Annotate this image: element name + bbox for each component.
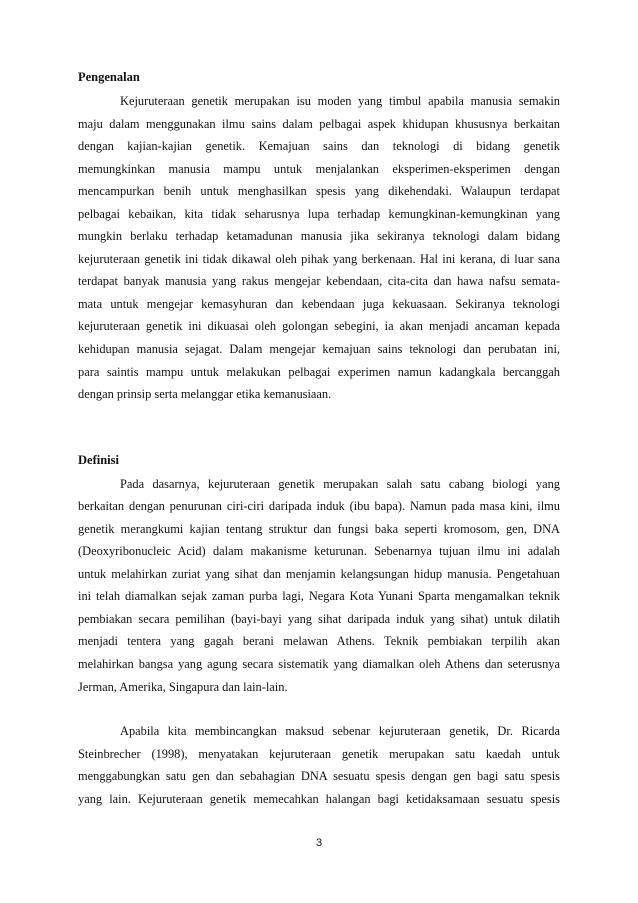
text-line: genetik merangkumi kajian tentang struktur dan fungsi baka seperti kromosom, gen, DNA (78, 521, 560, 536)
paragraph-definisi-1 (78, 473, 560, 698)
text-line: Steinbrecher (1998), menyatakan kejuruteraan genetik merupakan satu kaedah untuk (78, 746, 560, 761)
text-line: melahirkan bangsa yang agung secara sistematik yang diamalkan oleh Athens dan seterusnya (78, 657, 560, 672)
paragraph-spacer (78, 698, 560, 720)
text-line: maju dalam menggunakan ilmu sains dalam pelbagai aspek khidupan khususnya berkaitan (78, 116, 560, 131)
page-number: 3 (315, 837, 323, 849)
text-line: untuk melahirkan zuriat yang sihat dan menjamin kelangsungan hidup manusia. Pengetahuan (78, 566, 560, 581)
text-line: (Deoxyribonucleic Acid) dalam makanisme keturunan. Sebenarnya tujuan ilmu ini adalah (78, 544, 560, 559)
text-line: para saintis mampu untuk melakukan pelbagai experimen namun kadangkala bercanggah (78, 364, 560, 379)
text-line: menggabungkan satu gen dan sebahagian DNA sesuatu spesis dengan gen bagi satu spesis (78, 769, 560, 784)
text-line: mata untuk mengejar kemasyhuran dan kebendaan juga kekuasaan. Sekiranya teknologi (78, 296, 560, 311)
page-content (78, 66, 560, 810)
text-line: terdapat banyak manusia yang rakus mengejar kebendaan, cita-cita dan hawa nafsu semata- (78, 274, 560, 289)
text-line: kehidupan manusia sejagat. Dalam mengejar kemajuan sains teknologi dan perubatan ini, (78, 342, 560, 357)
section-heading-pengenalan: Pengenalan (78, 70, 140, 84)
paragraph-pengenalan (78, 90, 560, 406)
text-line: kejuruteraan genetik ini dikuasai oleh golongan sebegini, ia akan menjadi ancaman kepada (78, 319, 560, 334)
section-spacer (78, 406, 560, 449)
text-line: memungkinkan manusia mampu untuk menjalankan eksperimen-eksperimen dengan (78, 161, 560, 176)
text-line: mungkin berlaku terhadap ketamadunan manusia jika sekiranya teknologi dalam bidang (78, 229, 560, 244)
text-line: kejuruteraan genetik ini tidak dikawal oleh pihak yang berkenaan. Hal ini kerana, di luar sana (78, 251, 560, 266)
text-line: mencampurkan benih untuk menghasilkan spesis yang dikehendaki. Walaupun terdapat (78, 184, 560, 199)
text-line: berkaitan dengan penurunan ciri-ciri daripada induk (ibu bapa). Namun pada masa kini, ilmu (78, 499, 560, 514)
text-line: Pada dasarnya, kejuruteraan genetik merupakan salah satu cabang biologi yang (120, 476, 560, 491)
text-line: Apabila kita membincangkan maksud sebenar kejuruteraan genetik, Dr. Ricarda (120, 724, 560, 739)
text-line: dengan prinsip serta melanggar etika kemanusiaan. (78, 387, 332, 402)
text-line: pelbagai kebaikan, kita tidak seharusnya lupa terhadap kemungkinan-kemungkinan yang (78, 206, 560, 221)
paragraph-definisi-2 (78, 720, 560, 810)
text-line: dengan kajian-kajian genetik. Kemajuan sains dan teknologi di bidang genetik (78, 139, 560, 154)
text-line: Kejuruteraan genetik merupakan isu moden yang timbul apabila manusia semakin (120, 94, 560, 108)
section-heading-definisi: Definisi (78, 452, 119, 467)
text-line: yang lain. Kejuruteraan genetik memecahkan halangan bagi ketidaksamaan sesuatu spesis (78, 791, 560, 806)
text-line: Jerman, Amerika, Singapura dan lain-lain. (78, 679, 288, 694)
text-line: ini telah diamalkan sejak zaman purba lagi, Negara Kota Yunani Sparta mengamalkan teknik (78, 589, 560, 604)
text-line: menjadi tentera yang gagah berani melawan Athens. Teknik pembiakan terpilih akan (78, 634, 560, 649)
text-line: pembiakan secara pemilihan (bayi-bayi yang sihat daripada induk yang sihat) untuk dilatih (78, 611, 560, 626)
